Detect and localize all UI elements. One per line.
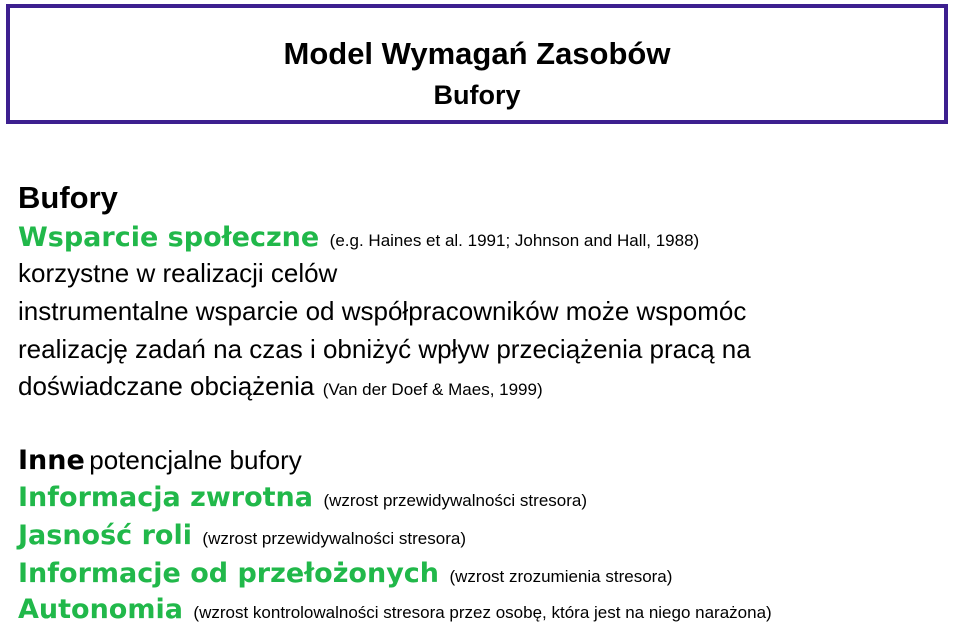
body-line-4 (18, 371, 543, 402)
body-line-2: instrumentalne wsparcie od współpracowników może wspomóc (18, 296, 747, 326)
other-buffers-bold: Inne (18, 445, 85, 476)
body-line-4-citation: (Van der Doef & Maes, 1999) (322, 380, 543, 399)
buffer-item-note: (wzrost przewidywalności stresora) (323, 491, 588, 510)
buffer-item (18, 594, 772, 625)
buffer-item-note: (wzrost kontrolowalności stresora przez osobę, która jest na niego narażona) (193, 603, 772, 622)
body-line-4-text: doświadczane obciążenia (18, 371, 315, 401)
social-support-citation: (e.g. Haines et al. 1991; Johnson and Hall, 1988) (329, 231, 700, 250)
social-support-label: Wsparcie społeczne (18, 222, 320, 253)
buffer-item-label: Autonomia (18, 594, 183, 625)
section-heading-bufory: Bufory (18, 180, 118, 215)
other-buffers-rest: potencjalne bufory (89, 445, 302, 475)
buffer-item (18, 558, 672, 589)
buffer-item-label: Informacja zwrotna (18, 482, 313, 513)
buffer-item-note: (wzrost przewidywalności stresora) (202, 529, 466, 548)
slide-subtitle: Bufory (433, 80, 521, 110)
title-box (6, 4, 948, 124)
buffer-item (18, 520, 466, 551)
social-support-line (18, 222, 699, 253)
buffer-item (18, 482, 587, 513)
slide-title: Model Wymagań Zasobów (283, 36, 671, 71)
other-buffers-heading (18, 445, 302, 476)
buffer-item-label: Informacje od przełożonych (18, 558, 440, 589)
body-line-1: korzystne w realizacji celów (18, 258, 338, 288)
buffer-item-label: Jasność roli (18, 520, 192, 551)
body-line-3: realizację zadań na czas i obniżyć wpływ przeciążenia pracą na (18, 334, 751, 364)
buffer-item-note: (wzrost zrozumienia stresora) (449, 567, 673, 586)
